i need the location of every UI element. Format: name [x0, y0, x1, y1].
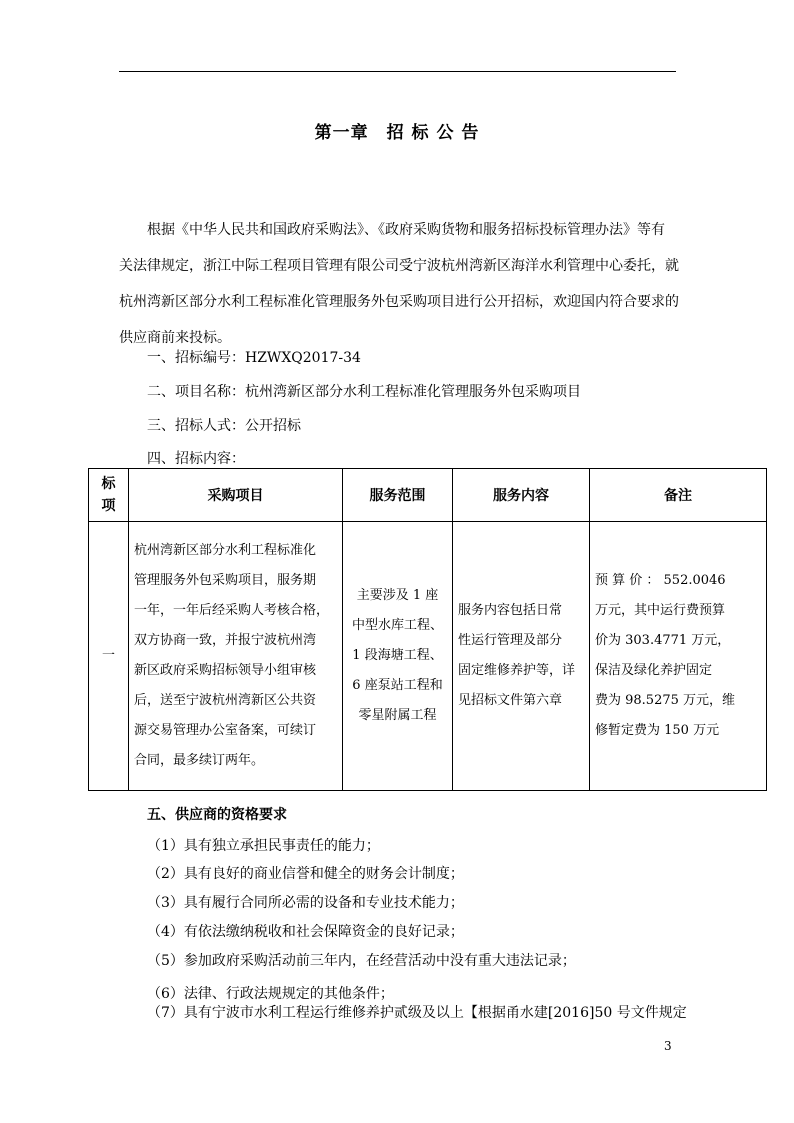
header-remark: 备注: [590, 469, 767, 522]
intro-line: 杭州湾新区部分水利工程标准化管理服务外包采购项目进行公开招标，欢迎国内符合要求的: [119, 294, 679, 310]
cell-content: 服务内容包括日常 性运行管理及部分 固定维修养护等，详 见招标文件第六章: [453, 522, 590, 791]
cell-remark: 预 算 价 ： 552.0046 万元，其中运行费预算 价为 303.4771 万元， 保洁及绿化养护固定 费为 98.5275 万元，维 修暂定费为 150 万元: [590, 522, 767, 791]
header-project: 采购项目: [129, 469, 343, 522]
intro-line: 关法律规定，浙江中际工程项目管理有限公司受宁波杭州湾新区海洋水利管理中心委托，就: [119, 258, 679, 274]
requirement-item: （7）具有宁波市水利工程运行维修养护贰级及以上【根据甬水建[2016]50 号文件规定: [147, 1005, 687, 1021]
requirement-item: （6）法律、行政法规规定的其他条件；: [147, 986, 394, 1002]
header-content: 服务内容: [453, 469, 590, 522]
chapter-title: 第一章 招 标 公 告: [314, 123, 480, 143]
header-rule: [119, 71, 676, 72]
cell-scope: 主要涉及 1 座 中型水库工程、 1 段海塘工程、 6 座泵站工程和 零星附属工程: [343, 522, 453, 791]
page-number: 3: [664, 1039, 672, 1053]
bid-method: 三、招标人式：公开招标: [147, 418, 301, 434]
requirement-item: （5）参加政府采购活动前三年内，在经营活动中没有重大违法记录；: [147, 953, 576, 969]
requirement-item: （2）具有良好的商业信誉和健全的财务会计制度；: [147, 866, 464, 882]
requirement-item: （4）有依法缴纳税收和社会保障资金的良好记录；: [147, 924, 464, 940]
cell-project: 杭州湾新区部分水利工程标准化 管理服务外包采购项目，服务期 一年，一年后经采购人考核合格， 双方协商一致，并报宁波杭州湾 新区政府采购招标领导小组审核 后，送至宁波杭州湾新区公共资 源交易管理办公室备案，可续订 合同，最多续订两年。: [129, 522, 343, 791]
row-index: 一: [89, 522, 129, 791]
table-row: [89, 522, 767, 791]
header-scope: 服务范围: [343, 469, 453, 522]
intro-paragraph: [119, 212, 679, 356]
bid-content-table: [88, 468, 767, 791]
requirement-item: （3）具有履行合同所必需的设备和专业技术能力；: [147, 895, 464, 911]
intro-line: 根据《中华人民共和国政府采购法》、《政府采购货物和服务招标投标管理办法》等有: [147, 222, 665, 238]
intro-line: 供应商前来投标。: [119, 330, 231, 346]
bid-content-heading: 四、招标内容：: [147, 451, 245, 467]
bid-number: 一、招标编号：HZWXQ2017-34: [147, 350, 361, 366]
project-name: 二、项目名称：杭州湾新区部分水利工程标准化管理服务外包采购项目: [147, 384, 581, 400]
table-header-row: [89, 469, 767, 522]
requirement-item: （1）具有独立承担民事责任的能力；: [147, 838, 380, 854]
header-index: 标 项: [89, 469, 129, 522]
section5-heading: 五、供应商的资格要求: [147, 807, 287, 823]
